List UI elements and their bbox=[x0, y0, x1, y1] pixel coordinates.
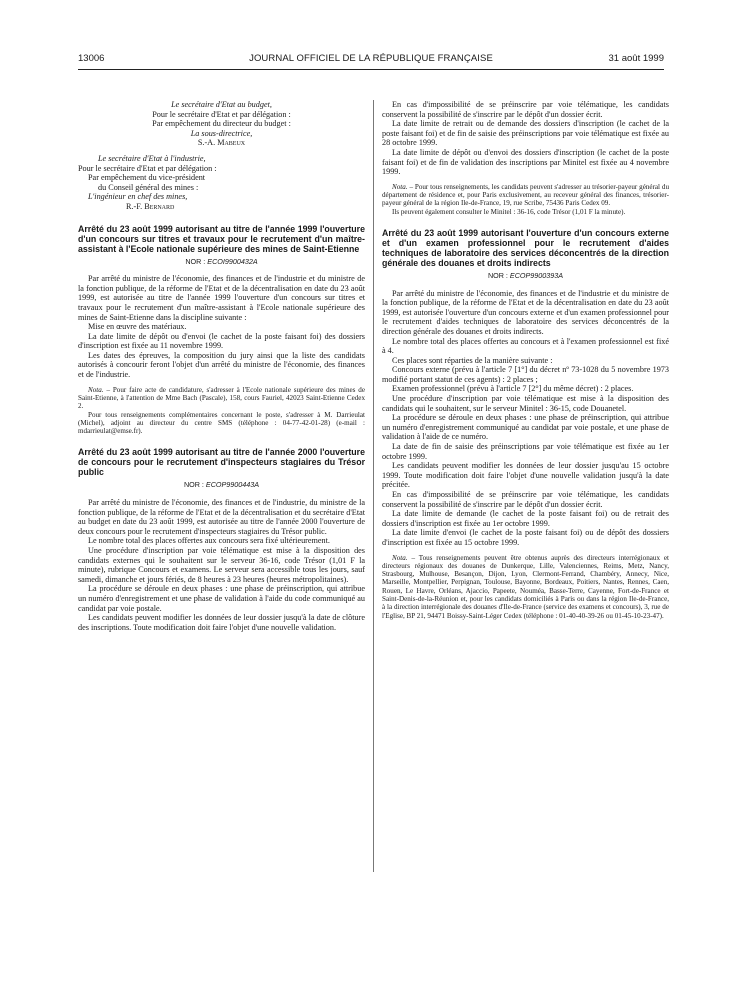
paragraph: La date de fin de saisie des préinscriptions par voie télématique est fixée au 1er octobre 1999. bbox=[382, 442, 669, 461]
signature-line: La sous-directrice, bbox=[190, 128, 253, 138]
signature-line: Le secrétaire d'Etat à l'industrie, bbox=[98, 153, 206, 163]
signature-line: Le secrétaire d'Etat au budget, bbox=[171, 100, 272, 109]
paragraph: Concours externe (prévu à l'article 7 [1°] du décret nº 73-1028 du 5 novembre 1973 modifié portant statut de ces agents) : 2 places ; bbox=[382, 365, 669, 384]
page-header bbox=[78, 53, 664, 67]
signature-block-budget bbox=[78, 100, 365, 148]
nota-text: – Pour tous renseignements, les candidats peuvent s'adresser au trésorier-payeur général du département de résidence et, pour Paris exclusivement, au receveur général des finances, trésorier-payeur général de la région Ile-de-France, 19, rue Scribe, 75436 Paris Cedex 09. bbox=[382, 182, 669, 208]
paragraph: Les dates des épreuves, la composition du jury ainsi que la liste des candidats autorisés à concourir feront l'objet d'un arrêté du ministre de l'économie, des finances et de l'industrie. bbox=[78, 350, 365, 380]
nota-note: Ils peuvent également consulter le Minitel : 36-16, code Trésor (1,01 F la minute). bbox=[392, 207, 626, 216]
journal-title: JOURNAL OFFICIEL DE LA RÉPUBLIQUE FRANÇAISE bbox=[249, 53, 493, 64]
header-rule bbox=[78, 69, 664, 70]
paragraph: La date limite de dépôt ou d'envoi (le cachet de la poste faisant foi) des dossiers d'inscription est fixée au 11 novembre 1999. bbox=[78, 331, 365, 351]
paragraph: Examen professionnel (prévu à l'article 7 [2°] du même décret) : 2 places. bbox=[392, 384, 634, 394]
paragraph: La date limite de retrait ou de demande des dossiers d'inscription (le cachet de la poste faisant foi) et de fin de saisie des préinscriptions par voie télématique est fixée au 28 octobre 1999. bbox=[382, 119, 669, 148]
nor-code: ECOI9900432A bbox=[207, 256, 258, 266]
paragraph: En cas d'impossibilité de se préinscrire par voie télématique, les candidats conservent la possibilité de s'inscrire par le dépôt d'un dossier écrit. bbox=[382, 100, 669, 119]
nor-code: ECOP9900443A bbox=[205, 480, 260, 490]
nor-label: NOR : bbox=[487, 270, 510, 280]
paragraph: Les candidats peuvent modifier les données de leur dossier jusqu'à la date de clôture des inscriptions. Toute modification doit faire l'objet d'une nouvelle validation. bbox=[78, 613, 365, 632]
signatory-name: S.-A. Mabeux bbox=[197, 138, 246, 148]
paragraph: Par arrêté du ministre de l'économie, des finances et de l'industrie et du ministre de la fonction publique, de la réforme de l'Etat et de la décentralisation en date du 23 août 1999, est autorisée l'ouverture d'un concours externe et d'un examen professionnel pour le recrutement d'aides techniques de laboratoire des services déconcentrés de la direction générale des douanes et droits indirects. bbox=[382, 288, 669, 336]
paragraph: La date limite de demande (le cachet de la poste faisant foi) ou de retrait des dossiers d'inscription est fixée au 1er octobre 1999. bbox=[382, 509, 669, 528]
paragraph: La date limite d'envoi (le cachet de la poste faisant foi) ou de dépôt des dossiers d'inscription est fixée au 15 octobre 1999. bbox=[382, 528, 669, 547]
nota-note bbox=[382, 183, 669, 208]
nor-reference bbox=[78, 257, 365, 267]
signature-line: du Conseil général des mines : bbox=[98, 182, 199, 192]
issue-date: 31 août 1999 bbox=[608, 53, 664, 64]
paragraph: La date limite de dépôt ou d'envoi des dossiers d'inscription (le cachet de la poste faisant foi) et de fin de validation des inscriptions par Minitel est fixée au 4 novembre 1999. bbox=[382, 147, 669, 177]
signature-line: L'ingénieur en chef des mines, bbox=[88, 192, 188, 202]
nota-label: Nota. bbox=[88, 385, 104, 394]
paragraph: En cas d'impossibilité de se préinscrire par voie télématique, les candidats conservent la possibilité de s'inscrire par le dépôt d'un dossier écrit. bbox=[382, 490, 669, 509]
nor-reference bbox=[382, 271, 669, 281]
article-title: Arrêté du 23 août 1999 autorisant l'ouverture d'un concours externe et d'un examen professionnel pour le recrutement d'aides techniques de laboratoire des services déconcentrés de la direction générale des douanes et droits indirects bbox=[382, 227, 669, 268]
paragraph: Les candidats peuvent modifier les données de leur dossier jusqu'au 15 octobre 1999. Toute modification doit faire l'objet d'une nouvelle validation jusqu'à la date précitée. bbox=[382, 461, 669, 490]
nor-code: ECOP9900393A bbox=[509, 270, 564, 280]
nota-note bbox=[382, 554, 669, 620]
paragraph: Une procédure d'inscription par voie télématique est mise à la disposition des candidats qui le souhaitent, sur le serveur Minitel : 36-15, code Douanetel. bbox=[382, 394, 669, 413]
paragraph: Par arrêté du ministre de l'économie, des finances et de l'industrie et du ministre de la fonction publique, de la réforme de l'Etat et de la décentralisation en date du 23 août 1999, est autorisée au titre de l'année 1999 l'ouverture d'un concours sur titres et travaux pour le recrutement d'un maître-assistant à l'Ecole nationale supérieure des mines de Saint-Etienne dans la discipline suivante : bbox=[78, 274, 365, 322]
signature-line: Par empêchement du vice-président bbox=[88, 173, 206, 183]
nota-text: – Tous renseignements peuvent être obtenus auprès des directeurs interrégionaux et directeurs régionaux des douanes de Dunkerque, Lille, Valenciennes, Reims, Metz, Nancy, Strasbourg, Mulhouse, Besançon, Dijon, Lyon, Clermont-Ferrand, Chambéry, Annecy, Nice, Marseille, Montpellier, Perpignan, Toulouse, Bayonne, Bordeaux, Poitiers, Nantes, Rennes, Caen, Rouen, Le Havre, Orléans, Ajaccio, Papeete, Nouméa, Basse-Terre, Cayenne, Fort-de-France et Saint-Denis-de-la-Réunion et, pour les candidats domiciliés à Paris ou dans la région Ile-de-France, à la direction interrégionale des douanes d'Ile-de-France (service des examens et concours), 3, rue de l'Eglise, BP 21, 94471 Boissy-Saint-Léger Cedex (téléphone : 01-40-40-39-26 ou 01-45-10-23-47). bbox=[382, 553, 669, 620]
paragraph: Une procédure d'inscription par voie télématique est mise à la disposition des candidats externes qui le souhaitent sur le serveur 36-16, code Trésor (1,01 F la minute), rubrique Concours et examens. Le serveur sera accessible tous les jours, sauf samedi, dimanche et jours fériés, de 8 heures à 23 heures (heures métropolitaines). bbox=[78, 546, 365, 584]
signatory-name: R.-F. Bernard bbox=[126, 201, 175, 211]
paragraph: Ces places sont réparties de la manière suivante : bbox=[392, 355, 553, 365]
paragraph: Le nombre total des places offertes aux concours sera fixé ultérieurement. bbox=[88, 536, 330, 546]
nota-note bbox=[78, 386, 365, 411]
nor-label: NOR : bbox=[185, 256, 208, 266]
signature-block-industry bbox=[78, 154, 365, 212]
article-title: Arrêté du 23 août 1999 autorisant au titre de l'année 1999 l'ouverture d'un concours sur titres et travaux pour le recrutement d'un maître-assistant à l'Ecole nationale supérieure des mines de Saint-Etienne bbox=[78, 223, 365, 254]
nota-label: Nota. bbox=[392, 182, 408, 191]
paragraph: La procédure se déroule en deux phases : une phase de préinscription, qui attribue un numéro d'enregistrement communiqué au candidat par voie postale, et une phase de validation à l'aide de ce numéro. bbox=[382, 413, 669, 442]
column-divider bbox=[373, 100, 374, 872]
paragraph: Par arrêté du ministre de l'économie, des finances et de l'industrie, du ministre de la fonction publique, de la réforme de l'Etat et de la décentralisation et du secrétaire d'Etat au budget en date du 23 août 1999, est autorisée au titre de l'année 2000 l'ouverture de deux concours pour le recrutement d'inspecteurs stagiaires du Trésor public. bbox=[78, 498, 365, 536]
nota-label: Nota. bbox=[392, 553, 408, 562]
paragraph: Le nombre total des places offertes au concours et à l'examen professionnel est fixé à 4. bbox=[382, 336, 669, 356]
signature-line: Par empêchement du directeur du budget : bbox=[152, 119, 291, 129]
page-number: 13006 bbox=[78, 53, 105, 64]
signature-line: Pour le secrétaire d'Etat et par délégation : bbox=[78, 163, 217, 173]
paragraph: Mise en œuvre des matériaux. bbox=[88, 322, 187, 332]
nota-text: – Pour faire acte de candidature, s'adresser à l'Ecole nationale supérieure des mines de Saint-Etienne, à l'attention de Mme Bach (Pascale), 158, cours Fauriel, 42023 Saint-Etienne Cedex 2. bbox=[78, 385, 365, 411]
nota-note: Pour tous renseignements complémentaires concernant le poste, s'adresser à M. Darrieulat (Michel), adjoint au directeur du centre SMS (téléphone : 04-77-42-01-28) (e-mail : mdarrieulat@emse.fr). bbox=[78, 410, 365, 436]
nor-reference bbox=[78, 480, 365, 490]
right-column bbox=[382, 100, 669, 620]
paragraph: La procédure se déroule en deux phases : une phase de préinscription, qui attribue un numéro d'enregistrement et une phase de validation à l'aide du code communiqué au candidat par voie postale. bbox=[78, 584, 365, 613]
nor-label: NOR : bbox=[183, 480, 206, 490]
signature-line: Pour le secrétaire d'Etat et par délégation : bbox=[152, 109, 291, 119]
article-title: Arrêté du 23 août 1999 autorisant au titre de l'année 2000 l'ouverture de concours pour le recrutement d'inspecteurs stagiaires du Trésor public bbox=[78, 447, 365, 478]
left-column bbox=[78, 100, 365, 632]
